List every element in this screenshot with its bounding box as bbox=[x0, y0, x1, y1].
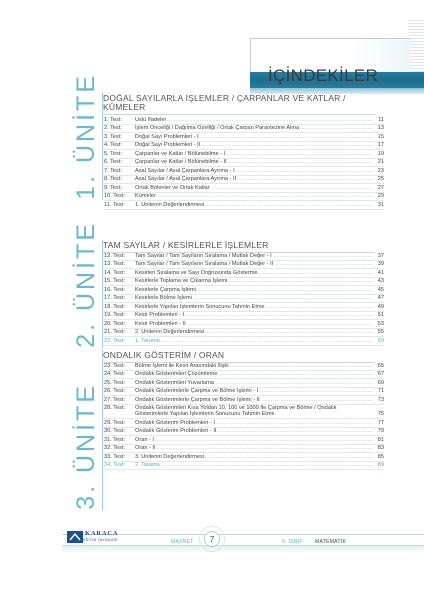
toc-test-number: 17. Test: bbox=[104, 295, 126, 301]
series-name: MAXNET bbox=[171, 539, 194, 545]
toc-test-title: Çarpanlar ve Katlar / Bölünebilme - II bbox=[135, 159, 227, 165]
toc-test-number: 11. Test: bbox=[104, 201, 125, 208]
toc-test-title: Kesir Problemleri - II bbox=[135, 320, 186, 327]
toc-page-number: 59 bbox=[372, 338, 384, 345]
toc-test-number: 31. Test: bbox=[104, 436, 126, 443]
toc-title-cell bbox=[135, 321, 372, 328]
toc-title-cell bbox=[135, 270, 372, 277]
page-number: 7 bbox=[204, 531, 220, 547]
toc-page-number: 55 bbox=[372, 329, 384, 336]
toc-page-number: 53 bbox=[372, 321, 384, 328]
toc-title-cell bbox=[135, 253, 372, 260]
toc-title-cell bbox=[135, 445, 372, 452]
toc-test-title: 2. Tarama bbox=[135, 462, 160, 469]
footer-bar bbox=[62, 545, 424, 553]
toc-title-cell bbox=[135, 117, 372, 124]
toc-page-number: 85 bbox=[372, 454, 384, 461]
toc-test-number: 29. Test: bbox=[104, 419, 126, 426]
toc-test-number: 28. Test: bbox=[104, 405, 126, 411]
toc-page-number: 29 bbox=[372, 193, 384, 200]
toc-title-cell bbox=[135, 168, 372, 175]
toc-test-title: Üslü İfadeler bbox=[135, 116, 167, 123]
toc-row bbox=[104, 320, 384, 329]
toc-title-cell bbox=[135, 437, 372, 444]
toc-test-title: Kesirlerle Bölme İşlemi bbox=[135, 295, 192, 301]
toc-title-cell bbox=[135, 380, 372, 387]
toc-test-title: Ondalık Gösterimleri Yuvarlama bbox=[135, 379, 214, 386]
toc-title-cell bbox=[135, 278, 372, 285]
toc-row bbox=[104, 150, 384, 159]
unit-2-side-label: 2. ÜNİTE bbox=[72, 221, 100, 348]
toc-test-number: 32. Test: bbox=[104, 445, 126, 452]
toc-test-number: 4. Test: bbox=[104, 142, 122, 148]
toc-test-title: Doğal Sayı Problemleri - I bbox=[135, 133, 199, 140]
toc-page-number: 69 bbox=[372, 380, 384, 387]
toc-title-cell bbox=[135, 312, 372, 319]
toc-test-number: 15. Test: bbox=[104, 278, 126, 284]
toc-test-number: 1. Test: bbox=[104, 116, 122, 123]
toc-test-number: 9. Test: bbox=[104, 184, 122, 191]
toc-test-title: Ondalık Gösterim Problemleri - II bbox=[135, 428, 217, 435]
toc-title-cell bbox=[135, 363, 372, 370]
toc-test-title: Asal Sayılar / Asal Çarpanlara Ayırma - II bbox=[135, 176, 237, 182]
unit-3-rule bbox=[102, 350, 103, 510]
toc-title-cell bbox=[135, 261, 372, 268]
toc-test-title: 3. Ünitenin Değerlendirmesi bbox=[135, 453, 205, 460]
toc-row bbox=[104, 295, 384, 304]
toc-page-number: 65 bbox=[372, 363, 384, 370]
toc-page-number: 27 bbox=[372, 185, 384, 192]
toc-title-cell bbox=[135, 462, 372, 469]
toc-test-number: 26. Test: bbox=[104, 388, 126, 394]
toc-row bbox=[104, 303, 384, 312]
toc-test-title: Kesirleri Sıralama ve Sayı Doğrusunda Gösterme bbox=[135, 269, 258, 276]
subject-label: MATEMATİK bbox=[315, 539, 347, 545]
toc-page-number: 77 bbox=[372, 420, 384, 427]
toc-row bbox=[104, 388, 384, 397]
toc-page-number: 31 bbox=[372, 202, 384, 209]
toc-page-number: 17 bbox=[372, 142, 384, 149]
toc-test-title: Kümeler bbox=[135, 193, 156, 199]
toc-row bbox=[104, 269, 384, 278]
toc-title-cell bbox=[135, 420, 372, 427]
toc-test-title: Ondalık Gösterimleri Kısa Yoldan 10, 100 ve 1000 İle Çarpma ve Bölme / Ondalık Gösterimlerle Yapılan İşlemlerin Sonucunu Tahmin Etme bbox=[135, 405, 372, 418]
toc-test-number: 34. Test: bbox=[104, 462, 126, 469]
toc-test-title: Ondalık Gösterimleri Çözümleme bbox=[135, 371, 218, 377]
toc-test-title: Bölme İşlemi ile Kesir Arasındaki İlişki bbox=[135, 362, 229, 369]
toc-test-title: Tam Sayılar / Tam Sayıların Sıralama / Mutlak Değer - II bbox=[135, 261, 274, 267]
toc-page-number: 41 bbox=[372, 270, 384, 277]
toc-test-number: 21. Test: bbox=[104, 329, 126, 335]
toc-test-number: 10. Test: bbox=[104, 193, 126, 199]
toc-test-number: 20. Test: bbox=[104, 320, 126, 327]
publisher-brand: KARACA bbox=[85, 530, 119, 537]
unit-2-rule bbox=[102, 240, 103, 348]
toc-test-title: Çarpanlar ve Katlar / Bölünebilme - I bbox=[135, 150, 226, 157]
toc-test-title: Ondalık Gösterimlerle Çarpma ve Bölme İşlemi - II bbox=[135, 396, 260, 403]
toc-test-number: 23. Test: bbox=[104, 362, 126, 369]
toc-test-number: 19. Test: bbox=[104, 312, 126, 318]
toc-test-number: 22. Test: bbox=[104, 337, 126, 344]
toc-test-number: 16. Test: bbox=[104, 286, 126, 293]
toc-test-title: Ondalık Gösterim Problemleri - I bbox=[135, 419, 215, 426]
toc-row bbox=[104, 329, 384, 338]
toc-page-number: 37 bbox=[372, 253, 384, 260]
toc-title-cell bbox=[135, 405, 372, 418]
toc-row bbox=[104, 261, 384, 270]
publisher-subtitle: EĞİTİM YAYINLARI bbox=[83, 538, 118, 542]
toc-row bbox=[104, 193, 384, 202]
toc-test-number: 13. Test: bbox=[104, 261, 126, 267]
toc-page-number: 75 bbox=[372, 411, 384, 417]
toc-title-cell bbox=[135, 397, 372, 404]
toc-row bbox=[104, 362, 384, 371]
toc-test-title: Kesirlerle Çarpma İşlemi bbox=[135, 286, 196, 293]
toc-test-title: İşlem Önceliği / Dağılma Özelliği / Ortak Çarpan Parantezine Alma bbox=[135, 125, 300, 131]
toc-title-cell bbox=[135, 454, 372, 461]
toc-page-number: 45 bbox=[372, 287, 384, 294]
toc-row bbox=[104, 371, 384, 380]
toc-title-cell bbox=[135, 428, 372, 435]
toc-title-cell bbox=[135, 193, 372, 200]
toc-page-number: 13 bbox=[372, 125, 384, 132]
toc-test-title: 1. Tarama bbox=[135, 337, 160, 344]
toc-row bbox=[104, 419, 384, 428]
toc-row bbox=[104, 379, 384, 388]
toc-row bbox=[104, 396, 384, 405]
toc-test-number: 27. Test: bbox=[104, 396, 126, 403]
toc-title-cell bbox=[135, 176, 372, 183]
toc-title-cell bbox=[135, 185, 372, 192]
toc-test-title: Oran - I bbox=[135, 436, 154, 443]
toc-row bbox=[104, 159, 384, 168]
toc-page-number: 51 bbox=[372, 312, 384, 319]
toc-test-number: 2. Test: bbox=[104, 125, 122, 131]
toc-row bbox=[104, 167, 384, 176]
toc-row bbox=[104, 176, 384, 185]
toc-test-title: Doğal Sayı Problemleri - II bbox=[135, 142, 201, 148]
toc-page-number: 39 bbox=[372, 261, 384, 268]
toc-title-cell bbox=[135, 371, 372, 378]
toc-test-number: 7. Test: bbox=[104, 167, 122, 174]
unit-1-title: DOĞAL SAYILARLA İŞLEMLER / ÇARPANLAR VE KATLAR / KÜMELER bbox=[103, 93, 346, 112]
toc-page-number: 73 bbox=[372, 397, 384, 404]
toc-test-title: 2. Ünitenin Değerlendirmesi bbox=[135, 329, 205, 335]
toc-page-number: 43 bbox=[372, 278, 384, 285]
toc-row bbox=[104, 428, 384, 437]
toc-test-title: Tam Sayılar / Tam Sayıların Sıralama / Mutlak Değer - I bbox=[135, 252, 272, 259]
toc-title-cell bbox=[135, 202, 372, 209]
unit-1-side-label: 1. ÜNİTE bbox=[72, 73, 100, 200]
toc-title-cell bbox=[135, 338, 372, 345]
unit-2-toc bbox=[104, 252, 384, 346]
toc-page-number: 23 bbox=[372, 168, 384, 175]
toc-page-number: 89 bbox=[372, 462, 384, 469]
toc-row bbox=[104, 286, 384, 295]
toc-row bbox=[104, 462, 384, 471]
toc-row bbox=[104, 278, 384, 287]
toc-page-number: 21 bbox=[372, 159, 384, 166]
toc-test-title: Kesirlerle Yapılan İşlemlerin Sonucunu Tahmin Etme bbox=[135, 303, 265, 310]
toc-page-number: 15 bbox=[372, 134, 384, 141]
toc-row bbox=[104, 436, 384, 445]
toc-row bbox=[104, 184, 384, 193]
toc-test-number: 8. Test: bbox=[104, 176, 122, 182]
toc-test-title: Ondalık Gösterimlerle Çarpma ve Bölme İşlemi - I bbox=[135, 388, 259, 394]
toc-page-number: 25 bbox=[372, 176, 384, 183]
unit-3-title: ONDALIK GÖSTERİM / ORAN bbox=[103, 350, 225, 360]
toc-page-number: 81 bbox=[372, 437, 384, 444]
toc-test-title: Oran - II bbox=[135, 445, 156, 452]
toc-test-number: 6. Test: bbox=[104, 159, 122, 165]
toc-row bbox=[104, 142, 384, 151]
toc-test-title: Kesir Problemleri - I bbox=[135, 312, 185, 318]
toc-page-number: 83 bbox=[372, 445, 384, 452]
page-title: İÇİNDEKİLER bbox=[268, 66, 379, 85]
unit-1-toc bbox=[104, 116, 384, 210]
toc-test-number: 12. Test: bbox=[104, 252, 126, 259]
toc-row bbox=[104, 116, 384, 125]
toc-row bbox=[104, 445, 384, 454]
toc-row bbox=[104, 133, 384, 142]
toc-title-cell bbox=[135, 125, 372, 132]
toc-row bbox=[104, 312, 384, 321]
toc-title-cell bbox=[135, 287, 372, 294]
toc-page-number: 47 bbox=[372, 295, 384, 302]
toc-test-number: 3. Test: bbox=[104, 133, 122, 140]
toc-row bbox=[104, 453, 384, 462]
toc-title-cell bbox=[135, 295, 372, 302]
toc-test-number: 33. Test: bbox=[104, 453, 126, 460]
toc-title-cell bbox=[135, 151, 372, 158]
toc-page-number: 11 bbox=[372, 117, 384, 124]
toc-test-title: Ortak Bölenler ve Ortak Katlar bbox=[135, 184, 210, 191]
toc-title-cell bbox=[135, 159, 372, 166]
toc-test-title: Asal Sayılar / Asal Çarpanlara Ayırma - I bbox=[135, 167, 235, 174]
toc-page-number: 71 bbox=[372, 388, 384, 395]
toc-row bbox=[104, 252, 384, 261]
grade-label: 6. SINIF bbox=[282, 539, 303, 545]
toc-row bbox=[104, 337, 384, 346]
toc-test-number: 30. Test: bbox=[104, 428, 126, 435]
toc-page-number: 79 bbox=[372, 428, 384, 435]
toc-title-cell bbox=[135, 329, 372, 336]
toc-test-title: Kesirlerle Toplama ve Çıkarma İşlemi bbox=[135, 278, 228, 284]
publisher-logo-icon bbox=[67, 531, 83, 543]
toc-test-number: 14. Test: bbox=[104, 269, 126, 276]
toc-title-cell bbox=[135, 388, 372, 395]
toc-test-number: 5. Test: bbox=[104, 150, 122, 157]
toc-title-cell bbox=[135, 134, 372, 141]
toc-page-number: 49 bbox=[372, 304, 384, 311]
toc-test-number: 24. Test: bbox=[104, 371, 126, 377]
toc-page-number: 19 bbox=[372, 151, 384, 158]
toc-test-number: 18. Test: bbox=[104, 303, 126, 310]
toc-test-number: 25. Test: bbox=[104, 379, 126, 386]
toc-title-cell bbox=[135, 142, 372, 149]
toc-row bbox=[104, 125, 384, 134]
unit-2-title: TAM SAYILAR / KESİRLERLE İŞLEMLER bbox=[103, 240, 269, 250]
toc-row bbox=[104, 201, 384, 210]
toc-page-number: 67 bbox=[372, 371, 384, 378]
unit-3-side-label: 3. ÜNİTE bbox=[72, 383, 100, 510]
unit-3-toc bbox=[104, 362, 384, 470]
toc-row bbox=[104, 405, 384, 420]
toc-title-cell bbox=[135, 304, 372, 311]
toc-test-title: 1. Ünitenin Değerlendirmesi bbox=[135, 201, 205, 208]
